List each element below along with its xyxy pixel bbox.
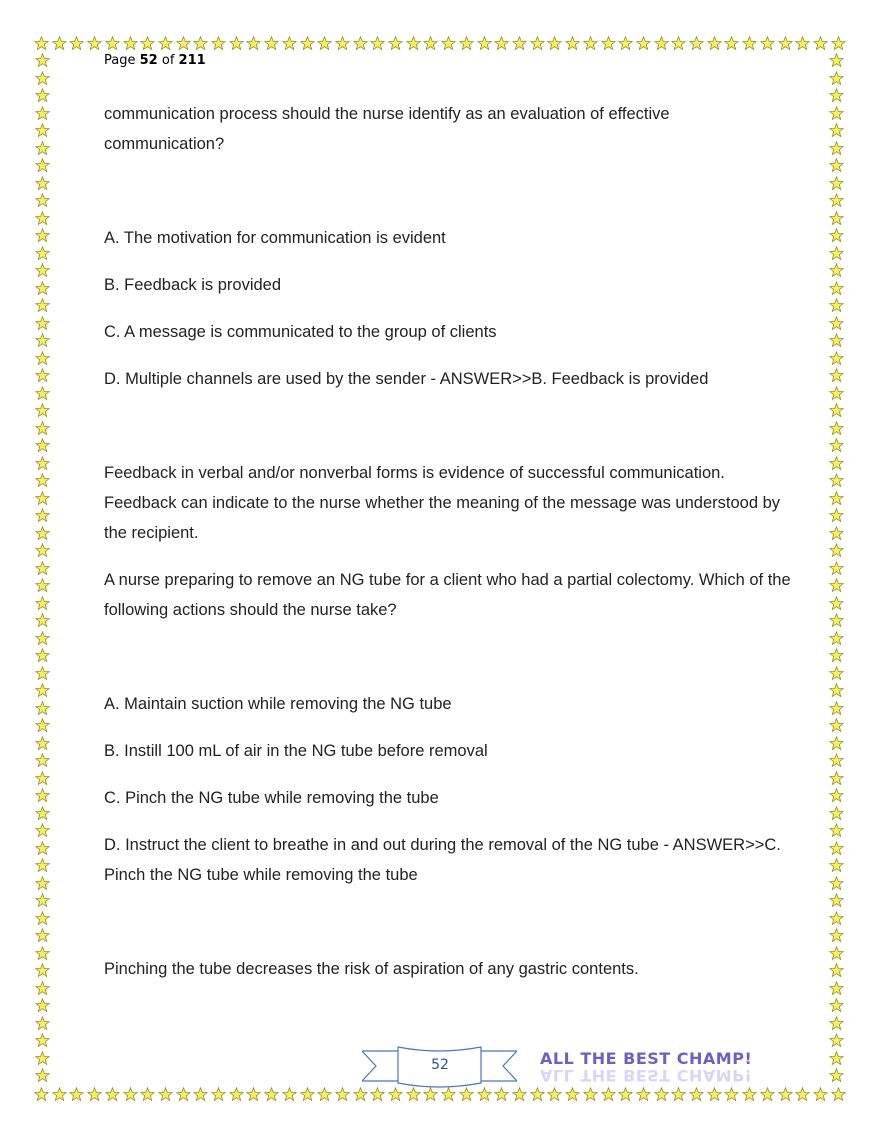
star-icon [123, 36, 138, 51]
star-icon [123, 1087, 138, 1102]
star-icon [35, 736, 50, 751]
star-icon [35, 1033, 50, 1048]
star-icon [35, 788, 50, 803]
star-icon [176, 1087, 191, 1102]
star-icon [35, 211, 50, 226]
page-total: 211 [178, 53, 206, 68]
star-icon [829, 1033, 844, 1048]
star-icon [689, 36, 704, 51]
page-label: Page [104, 53, 136, 68]
star-icon [35, 578, 50, 593]
star-icon [829, 876, 844, 891]
star-icon [636, 36, 651, 51]
star-icon [829, 176, 844, 191]
star-icon [105, 36, 120, 51]
star-icon [795, 36, 810, 51]
star-icon [388, 36, 403, 51]
star-icon [353, 1087, 368, 1102]
star-icon [35, 806, 50, 821]
star-icon [813, 36, 828, 51]
star-icon [829, 298, 844, 313]
star-icon [35, 176, 50, 191]
star-icon [35, 858, 50, 873]
star-icon [707, 36, 722, 51]
star-icon [829, 858, 844, 873]
option-d-answer: D. Instruct the client to breathe in and out during the removal of the NG tube - ANSWER>>C. Pinch the NG tube while removing the tube [104, 836, 781, 884]
star-icon [35, 403, 50, 418]
star-icon [158, 1087, 173, 1102]
star-icon [829, 788, 844, 803]
star-icon [105, 1087, 120, 1102]
star-icon [35, 543, 50, 558]
star-icon [829, 596, 844, 611]
rationale: Pinching the tube decreases the risk of aspiration of any gastric contents. [104, 960, 639, 978]
star-icon [829, 666, 844, 681]
star-icon [530, 36, 545, 51]
option-b: B. Feedback is provided [104, 276, 282, 294]
star-icon [829, 211, 844, 226]
star-border-bottom [34, 1087, 846, 1104]
star-icon [671, 1087, 686, 1102]
star-icon [35, 841, 50, 856]
star-icon [829, 648, 844, 663]
star-border-top [34, 36, 846, 53]
star-icon [795, 1087, 810, 1102]
star-icon [689, 1087, 704, 1102]
star-icon [831, 1087, 846, 1102]
star-icon [477, 1087, 492, 1102]
star-icon [477, 36, 492, 51]
star-icon [35, 438, 50, 453]
star-icon [35, 228, 50, 243]
star-icon [829, 946, 844, 961]
star-icon [760, 36, 775, 51]
star-icon [370, 36, 385, 51]
star-icon [335, 1087, 350, 1102]
star-icon [459, 1087, 474, 1102]
star-icon [229, 36, 244, 51]
star-icon [35, 911, 50, 926]
star-icon [829, 316, 844, 331]
star-icon [423, 1087, 438, 1102]
page-of: of [161, 53, 175, 68]
star-icon [35, 88, 50, 103]
star-icon [69, 36, 84, 51]
star-icon [140, 36, 155, 51]
star-icon [229, 1087, 244, 1102]
star-icon [35, 648, 50, 663]
star-icon [35, 71, 50, 86]
star-icon [829, 736, 844, 751]
star-icon [829, 158, 844, 173]
star-icon [35, 1068, 50, 1083]
star-icon [35, 561, 50, 576]
star-icon [829, 561, 844, 576]
star-icon [565, 1087, 580, 1102]
option-c: C. Pinch the NG tube while removing the tube [104, 789, 439, 807]
star-icon [35, 823, 50, 838]
star-icon [829, 753, 844, 768]
star-icon [300, 36, 315, 51]
star-icon [35, 106, 50, 121]
star-icon [829, 1068, 844, 1083]
star-icon [618, 1087, 633, 1102]
star-icon [264, 1087, 279, 1102]
slogan: ALL THE BEST CHAMP! [540, 1049, 753, 1068]
star-icon [35, 491, 50, 506]
star-icon [654, 36, 669, 51]
star-icon [35, 53, 50, 68]
star-icon [760, 1087, 775, 1102]
star-icon [87, 36, 102, 51]
star-icon [35, 718, 50, 733]
star-icon [829, 526, 844, 541]
star-icon [246, 36, 261, 51]
page-number: 52 [431, 1057, 449, 1073]
star-icon [35, 473, 50, 488]
star-icon [829, 333, 844, 348]
page-header [104, 53, 206, 68]
star-icon [35, 158, 50, 173]
star-icon [246, 1087, 261, 1102]
star-icon [193, 1087, 208, 1102]
star-icon [829, 368, 844, 383]
star-icon [565, 36, 580, 51]
star-icon [35, 456, 50, 471]
star-icon [176, 36, 191, 51]
star-icon [583, 36, 598, 51]
star-icon [829, 403, 844, 418]
star-icon [829, 893, 844, 908]
star-icon [829, 71, 844, 86]
star-icon [35, 613, 50, 628]
star-icon [441, 1087, 456, 1102]
star-icon [34, 1087, 49, 1102]
star-icon [829, 123, 844, 138]
star-icon [512, 36, 527, 51]
star-icon [35, 928, 50, 943]
star-icon [35, 263, 50, 278]
star-icon [35, 508, 50, 523]
star-icon [829, 543, 844, 558]
star-icon [829, 141, 844, 156]
star-icon [370, 1087, 385, 1102]
star-icon [829, 771, 844, 786]
star-icon [829, 841, 844, 856]
star-icon [829, 473, 844, 488]
star-icon [829, 998, 844, 1013]
star-icon [35, 1016, 50, 1031]
star-icon [829, 631, 844, 646]
star-icon [829, 806, 844, 821]
star-icon [35, 421, 50, 436]
star-icon [742, 36, 757, 51]
star-border-left [35, 53, 52, 1083]
star-icon [829, 823, 844, 838]
star-icon [211, 36, 226, 51]
star-icon [742, 1087, 757, 1102]
star-icon [829, 53, 844, 68]
star-icon [35, 998, 50, 1013]
option-b: B. Instill 100 mL of air in the NG tube before removal [104, 742, 488, 760]
star-icon [829, 88, 844, 103]
star-icon [35, 666, 50, 681]
star-icon [35, 368, 50, 383]
star-icon [35, 771, 50, 786]
option-c: C. A message is communicated to the group of clients [104, 323, 497, 341]
star-icon [512, 1087, 527, 1102]
star-icon [530, 1087, 545, 1102]
star-icon [829, 193, 844, 208]
star-icon [547, 1087, 562, 1102]
star-icon [724, 1087, 739, 1102]
star-icon [829, 281, 844, 296]
star-icon [423, 36, 438, 51]
star-icon [35, 946, 50, 961]
star-icon [35, 333, 50, 348]
star-icon [829, 1051, 844, 1066]
star-icon [35, 1051, 50, 1066]
star-icon [829, 928, 844, 943]
star-icon [636, 1087, 651, 1102]
star-icon [547, 36, 562, 51]
star-icon [282, 36, 297, 51]
star-icon [829, 491, 844, 506]
star-icon [829, 718, 844, 733]
star-icon [264, 36, 279, 51]
option-a: A. Maintain suction while removing the NG tube [104, 695, 452, 713]
star-icon [35, 876, 50, 891]
star-icon [459, 36, 474, 51]
star-icon [34, 36, 49, 51]
star-icon [829, 438, 844, 453]
star-icon [618, 36, 633, 51]
star-icon [829, 613, 844, 628]
question-stem: A nurse preparing to remove an NG tube for a client who had a partial colectomy. Which of the following actions should the nurse take? [104, 571, 791, 619]
star-icon [52, 36, 67, 51]
star-icon [829, 508, 844, 523]
star-icon [813, 1087, 828, 1102]
star-icon [829, 578, 844, 593]
star-icon [35, 893, 50, 908]
star-icon [35, 386, 50, 401]
star-icon [300, 1087, 315, 1102]
star-icon [829, 701, 844, 716]
star-icon [829, 963, 844, 978]
star-icon [35, 753, 50, 768]
star-icon [494, 36, 509, 51]
star-icon [35, 246, 50, 261]
star-icon [193, 36, 208, 51]
star-icon [317, 1087, 332, 1102]
star-icon [35, 981, 50, 996]
slogan-reflection: ALL THE BEST CHAMP! [540, 1066, 753, 1085]
star-icon [778, 36, 793, 51]
star-icon [317, 36, 332, 51]
star-icon [35, 596, 50, 611]
question-stem-continued: communication process should the nurse identify as an evaluation of effective communication? [104, 105, 670, 153]
star-icon [388, 1087, 403, 1102]
star-icon [52, 1087, 67, 1102]
star-icon [831, 36, 846, 51]
star-icon [35, 316, 50, 331]
star-icon [829, 263, 844, 278]
star-icon [35, 963, 50, 978]
star-icon [35, 298, 50, 313]
star-icon [829, 981, 844, 996]
option-a: A. The motivation for communication is evident [104, 229, 446, 247]
star-icon [353, 36, 368, 51]
star-icon [35, 281, 50, 296]
star-icon [829, 386, 844, 401]
star-icon [335, 36, 350, 51]
star-icon [494, 1087, 509, 1102]
star-icon [282, 1087, 297, 1102]
star-icon [829, 683, 844, 698]
star-icon [829, 228, 844, 243]
star-icon [829, 421, 844, 436]
star-icon [140, 1087, 155, 1102]
star-icon [406, 1087, 421, 1102]
rationale: Feedback in verbal and/or nonverbal forms is evidence of successful communication. Feedback can indicate to the nurse whether the meaning of the message was understood by the recipient. [104, 464, 781, 542]
star-icon [724, 36, 739, 51]
star-icon [829, 351, 844, 366]
star-icon [69, 1087, 84, 1102]
star-icon [211, 1087, 226, 1102]
option-d-answer: D. Multiple channels are used by the sender - ANSWER>>B. Feedback is provided [104, 370, 709, 388]
star-icon [35, 683, 50, 698]
star-border-right [829, 53, 846, 1083]
star-icon [35, 141, 50, 156]
page-current: 52 [139, 53, 158, 68]
star-icon [35, 123, 50, 138]
star-icon [87, 1087, 102, 1102]
star-icon [829, 246, 844, 261]
star-icon [406, 36, 421, 51]
star-icon [441, 36, 456, 51]
star-icon [829, 456, 844, 471]
star-icon [35, 701, 50, 716]
star-icon [35, 193, 50, 208]
star-icon [35, 526, 50, 541]
star-icon [829, 1016, 844, 1031]
star-icon [35, 631, 50, 646]
star-icon [601, 36, 616, 51]
star-icon [671, 36, 686, 51]
star-icon [158, 36, 173, 51]
star-icon [35, 351, 50, 366]
star-icon [654, 1087, 669, 1102]
star-icon [707, 1087, 722, 1102]
star-icon [829, 911, 844, 926]
star-icon [829, 106, 844, 121]
star-icon [778, 1087, 793, 1102]
star-icon [583, 1087, 598, 1102]
star-icon [601, 1087, 616, 1102]
